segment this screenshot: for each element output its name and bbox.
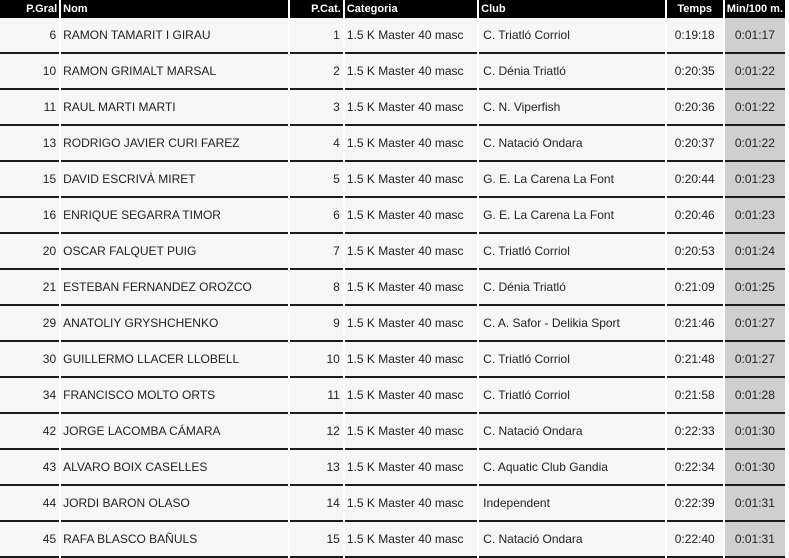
cell-min-100m: 0:01:22 xyxy=(725,90,785,126)
cell-categoria: 1.5 K Master 40 masc xyxy=(345,522,477,558)
cell-temps: 0:20:53 xyxy=(667,234,723,270)
cell-categoria: 1.5 K Master 40 masc xyxy=(345,378,477,414)
cell-categoria: 1.5 K Master 40 masc xyxy=(345,342,477,378)
cell-temps: 0:21:48 xyxy=(667,342,723,378)
cell-min-100m: 0:01:17 xyxy=(725,18,785,54)
cell-categoria: 1.5 K Master 40 masc xyxy=(345,450,477,486)
cell-p-cat: 5 xyxy=(290,162,343,198)
cell-nom: RAUL MARTI MARTI xyxy=(61,90,288,126)
table-row xyxy=(0,414,785,450)
cell-nom: JORGE LACOMBA CÁMARA xyxy=(61,414,288,450)
cell-club: C. Triatló Corriol xyxy=(479,18,664,54)
header-p-cat[interactable]: P.Cat. xyxy=(290,0,343,18)
cell-p-gral: 34 xyxy=(0,378,59,414)
cell-nom: JORDI BARON OLASO xyxy=(61,486,288,522)
header-nom[interactable]: Nom xyxy=(61,0,288,18)
cell-club: C. A. Safor - Delikia Sport xyxy=(479,306,664,342)
cell-p-gral: 44 xyxy=(0,486,59,522)
table-row xyxy=(0,270,785,306)
cell-temps: 0:19:18 xyxy=(667,18,723,54)
cell-nom: ESTEBAN FERNANDEZ OROZCO xyxy=(61,270,288,306)
cell-p-cat: 11 xyxy=(290,378,343,414)
cell-p-cat: 9 xyxy=(290,306,343,342)
header-row xyxy=(0,0,785,18)
cell-temps: 0:22:40 xyxy=(667,522,723,558)
table-row xyxy=(0,450,785,486)
cell-p-cat: 7 xyxy=(290,234,343,270)
header-categoria[interactable]: Categoria xyxy=(345,0,477,18)
cell-nom: RODRIGO JAVIER CURI FAREZ xyxy=(61,126,288,162)
cell-min-100m: 0:01:23 xyxy=(725,198,785,234)
cell-categoria: 1.5 K Master 40 masc xyxy=(345,306,477,342)
cell-nom: RAMON GRIMALT MARSAL xyxy=(61,54,288,90)
table-row xyxy=(0,378,785,414)
table-row xyxy=(0,90,785,126)
cell-club: C. Natació Ondara xyxy=(479,126,664,162)
cell-p-gral: 42 xyxy=(0,414,59,450)
cell-categoria: 1.5 K Master 40 masc xyxy=(345,126,477,162)
cell-club: C. Dénia Triatló xyxy=(479,270,664,306)
cell-p-gral: 30 xyxy=(0,342,59,378)
cell-min-100m: 0:01:31 xyxy=(725,522,785,558)
table-row xyxy=(0,522,785,558)
cell-p-cat: 13 xyxy=(290,450,343,486)
cell-p-gral: 43 xyxy=(0,450,59,486)
header-temps[interactable]: Temps xyxy=(667,0,723,18)
cell-club: C. Aquatic Club Gandia xyxy=(479,450,664,486)
cell-club: C. Triatló Corriol xyxy=(479,378,664,414)
cell-p-gral: 16 xyxy=(0,198,59,234)
cell-club: Independent xyxy=(479,486,664,522)
cell-p-gral: 29 xyxy=(0,306,59,342)
cell-temps: 0:21:58 xyxy=(667,378,723,414)
table-row xyxy=(0,198,785,234)
cell-temps: 0:21:09 xyxy=(667,270,723,306)
cell-p-cat: 3 xyxy=(290,90,343,126)
cell-p-gral: 45 xyxy=(0,522,59,558)
cell-p-gral: 20 xyxy=(0,234,59,270)
cell-categoria: 1.5 K Master 40 masc xyxy=(345,414,477,450)
cell-p-cat: 12 xyxy=(290,414,343,450)
cell-nom: FRANCISCO MOLTO ORTS xyxy=(61,378,288,414)
cell-min-100m: 0:01:27 xyxy=(725,342,785,378)
cell-temps: 0:21:46 xyxy=(667,306,723,342)
header-club[interactable]: Club xyxy=(479,0,664,18)
cell-p-cat: 6 xyxy=(290,198,343,234)
cell-club: C. Triatló Corriol xyxy=(479,342,664,378)
table-row xyxy=(0,234,785,270)
cell-nom: RAFA BLASCO BAÑULS xyxy=(61,522,288,558)
cell-club: C. N. Viperfish xyxy=(479,90,664,126)
cell-temps: 0:20:46 xyxy=(667,198,723,234)
cell-categoria: 1.5 K Master 40 masc xyxy=(345,90,477,126)
cell-temps: 0:22:34 xyxy=(667,450,723,486)
cell-nom: ANATOLIY GRYSHCHENKO xyxy=(61,306,288,342)
table-row xyxy=(0,306,785,342)
table-row xyxy=(0,162,785,198)
cell-min-100m: 0:01:31 xyxy=(725,486,785,522)
cell-club: C. Natació Ondara xyxy=(479,414,664,450)
cell-p-cat: 15 xyxy=(290,522,343,558)
cell-min-100m: 0:01:28 xyxy=(725,378,785,414)
cell-p-cat: 14 xyxy=(290,486,343,522)
table-row xyxy=(0,54,785,90)
header-min-100m[interactable]: Min/100 m. xyxy=(725,0,785,18)
cell-temps: 0:20:36 xyxy=(667,90,723,126)
cell-nom: GUILLERMO LLACER LLOBELL xyxy=(61,342,288,378)
cell-p-gral: 21 xyxy=(0,270,59,306)
cell-nom: RAMON TAMARIT I GIRAU xyxy=(61,18,288,54)
cell-categoria: 1.5 K Master 40 masc xyxy=(345,270,477,306)
cell-min-100m: 0:01:23 xyxy=(725,162,785,198)
table-row xyxy=(0,126,785,162)
cell-p-cat: 4 xyxy=(290,126,343,162)
cell-categoria: 1.5 K Master 40 masc xyxy=(345,486,477,522)
cell-p-gral: 15 xyxy=(0,162,59,198)
cell-temps: 0:22:39 xyxy=(667,486,723,522)
cell-temps: 0:20:37 xyxy=(667,126,723,162)
cell-p-gral: 11 xyxy=(0,90,59,126)
cell-nom: ALVARO BOIX CASELLES xyxy=(61,450,288,486)
cell-p-cat: 2 xyxy=(290,54,343,90)
table-row xyxy=(0,342,785,378)
cell-min-100m: 0:01:30 xyxy=(725,450,785,486)
cell-p-gral: 6 xyxy=(0,18,59,54)
cell-categoria: 1.5 K Master 40 masc xyxy=(345,234,477,270)
cell-nom: OSCAR FALQUET PUIG xyxy=(61,234,288,270)
cell-min-100m: 0:01:24 xyxy=(725,234,785,270)
cell-p-cat: 10 xyxy=(290,342,343,378)
cell-min-100m: 0:01:22 xyxy=(725,54,785,90)
cell-min-100m: 0:01:27 xyxy=(725,306,785,342)
table-row xyxy=(0,18,785,54)
cell-categoria: 1.5 K Master 40 masc xyxy=(345,18,477,54)
cell-club: C. Dénia Triatló xyxy=(479,54,664,90)
cell-club: G. E. La Carena La Font xyxy=(479,162,664,198)
cell-p-gral: 10 xyxy=(0,54,59,90)
table-row xyxy=(0,486,785,522)
cell-club: C. Triatló Corriol xyxy=(479,234,664,270)
cell-min-100m: 0:01:30 xyxy=(725,414,785,450)
cell-temps: 0:22:33 xyxy=(667,414,723,450)
cell-min-100m: 0:01:25 xyxy=(725,270,785,306)
cell-nom: ENRIQUE SEGARRA TIMOR xyxy=(61,198,288,234)
cell-p-gral: 13 xyxy=(0,126,59,162)
cell-categoria: 1.5 K Master 40 masc xyxy=(345,162,477,198)
cell-min-100m: 0:01:22 xyxy=(725,126,785,162)
header-p-gral[interactable]: P.Gral xyxy=(0,0,59,18)
cell-club: G. E. La Carena La Font xyxy=(479,198,664,234)
cell-categoria: 1.5 K Master 40 masc xyxy=(345,198,477,234)
cell-temps: 0:20:44 xyxy=(667,162,723,198)
cell-p-cat: 1 xyxy=(290,18,343,54)
cell-temps: 0:20:35 xyxy=(667,54,723,90)
cell-p-cat: 8 xyxy=(290,270,343,306)
cell-categoria: 1.5 K Master 40 masc xyxy=(345,54,477,90)
results-body xyxy=(0,18,785,558)
cell-club: C. Natació Ondara xyxy=(479,522,664,558)
cell-nom: DAVID ESCRIVÀ MIRET xyxy=(61,162,288,198)
